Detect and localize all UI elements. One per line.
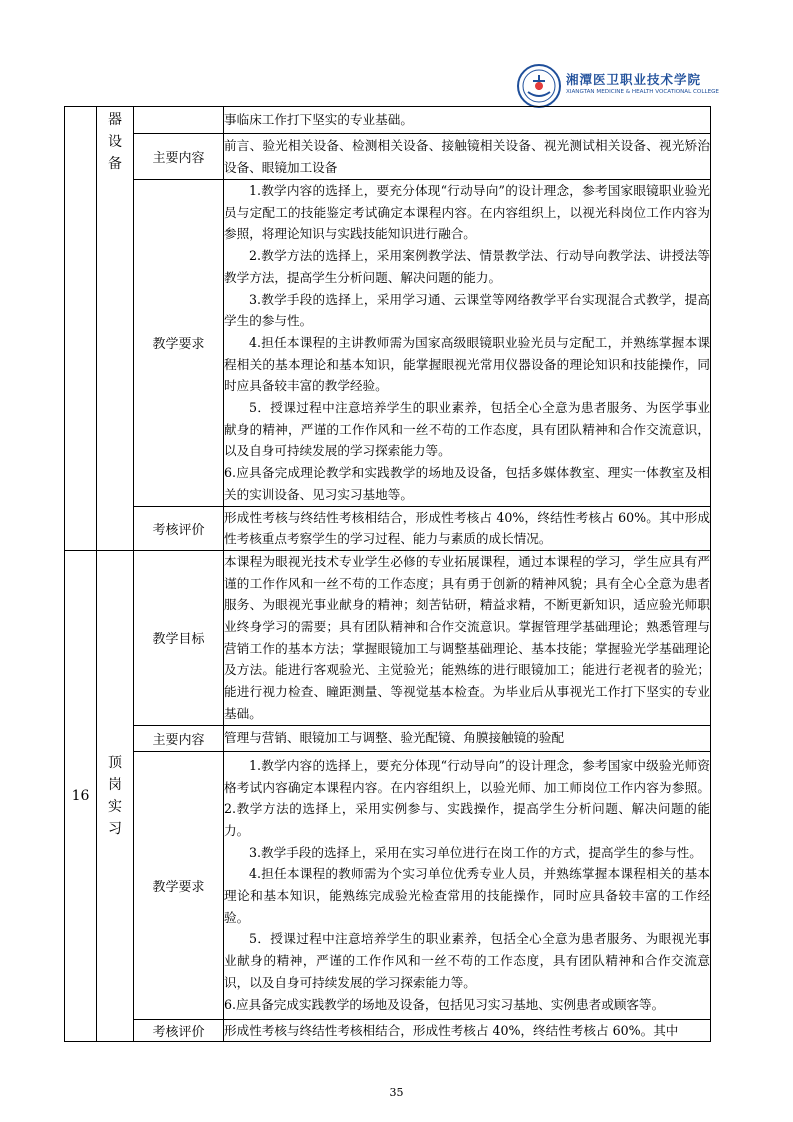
content-paragraph: 4.担任本课程的教师需为个实习单位优秀专业人员，并熟练掌握本课程相关的基本理论和基本知识，能熟练完成验光检查常用的技能操作，同时应具备较丰富的工作经验。 <box>224 866 710 925</box>
row-label: 教学要求 <box>134 751 224 1019</box>
content-paragraph: 前言、验光相关设备、检测相关设备、接触镜相关设备、视光测试相关设备、视光矫治设备、眼镜加工设备 <box>224 137 710 175</box>
row-label: 考核评价 <box>134 1019 224 1042</box>
content-paragraph: 5．授课过程中注意培养学生的职业素养，包括全心全意为患者服务、为眼视光事业献身的精神，严谨的工作作风和一丝不苟的工作态度，具有团队精神和合作交流意识，以及自身可持续发展的学习探索能力等。 <box>224 931 710 990</box>
content-paragraph: 6.应具备完成理论教学和实践教学的场地及设备，包括多媒体教室、理实一体教室及相关的实训设备、见习实习基地等。 <box>224 465 710 502</box>
content-paragraph: 3.教学手段的选择上，采用在实习单位进行在岗工作的方式，提高学生的参与性。 <box>249 844 702 860</box>
course-number: 16 <box>65 550 97 1041</box>
row-label: 教学要求 <box>134 180 224 507</box>
row-content <box>224 1019 711 1042</box>
table-row <box>65 1019 711 1042</box>
row-content <box>224 725 711 751</box>
content-paragraph: 本课程为眼视光技术专业学生必修的专业拓展课程，通过本课程的学习，学生应具有严谨的工作作风和一丝不苟的工作态度；具有勇于创新的精神风貌；具有全心全意为患者服务、为眼视光事业献身的精神；刻苦钻研，精益求精，不断更新知识，适应验光师职业终身学习的需要；具有团队精神和合作交流意识。掌握管理学基础理论；熟悉管理与营销工作的基本方法；掌握眼镜加工与调整基础理论、基本技能；掌握验光学基础理论及方法。能进行客观验光、主觉验光；能熟练的进行眼镜加工；能进行老视者的验光；能进行视力检查、瞳距测量、等视觉基本检查。为毕业后从事视光工作打下坚实的专业基础。 <box>224 553 710 721</box>
row-content <box>224 506 711 550</box>
table-row <box>65 107 711 134</box>
table-row <box>65 550 711 725</box>
row-content <box>224 751 711 1019</box>
content-paragraph: 形成性考核与终结性考核相结合，形成性考核占 40%，终结性考核占 60%。其中 <box>224 1022 679 1038</box>
content-paragraph: 5．授课过程中注意培养学生的职业素养，包括全心全意为患者服务、为医学事业献身的精神，严谨的工作作风和一丝不苟的工作态度，具有团队精神和合作交流意识，以及自身可持续发展的学习探索能力等。 <box>224 400 710 459</box>
content-paragraph: 4.担任本课程的主讲教师需为国家高级眼镜职业验光员与定配工，并熟练掌握本课程相关的基本理论和基本知识，能掌握眼视光常用仪器设备的理论知识和技能操作，同时应具备较丰富的教学经验。 <box>224 334 710 394</box>
course-name-cell <box>97 550 134 1041</box>
college-name-cn: 湘潭医卫职业技术学院 <box>566 72 702 87</box>
row-content <box>224 134 711 180</box>
content-paragraph: 1.教学内容的选择上，要充分体现“行动导向”的设计理念，参考国家眼镜职业验光员与定配工的技能鉴定考试确定本课程内容。在内容组织上，以视光科岗位工作内容为参照，将理论知识与实践技能知识进行融合。 <box>224 183 710 242</box>
course-table <box>64 106 711 1042</box>
row-content <box>224 107 711 134</box>
content-paragraph: 管理与营销、眼镜加工与调整、验光配镜、角膜接触镜的验配 <box>224 730 565 746</box>
course-name: 器设备 <box>108 112 122 172</box>
content-paragraph: 事临床工作打下坚实的专业基础。 <box>224 112 413 128</box>
content-paragraph: 2.教学方法的选择上，采用案例教学法、情景教学法、行动导向教学法、讲授法等教学方法，提高学生分析问题、解决问题的能力。 <box>224 248 710 285</box>
content-paragraph: 3.教学手段的选择上，采用学习通、云课堂等网络教学平台实现混合式教学，提高学生的参与性。 <box>224 291 710 329</box>
college-emblem-icon <box>516 63 562 109</box>
row-content <box>224 550 711 725</box>
content-paragraph: 形成性考核与终结性考核相结合，形成性考核占 40%，终结性考核占 60%。其中形成性考核重点考察学生的学习过程、能力与素质的成长情况。 <box>224 509 710 547</box>
row-content <box>224 180 711 507</box>
page-number: 35 <box>389 1086 404 1099</box>
table-row <box>65 506 711 550</box>
table-row <box>65 134 711 180</box>
course-number-cell <box>65 107 97 551</box>
table-row <box>65 751 711 1019</box>
college-name-en: XIANGTAN MEDICINE & HEALTH VOCATIONAL COLLEGE <box>566 89 719 95</box>
content-paragraph: 6.应具备完成实践教学的场地及设备，包括见习实习基地、实例患者或顾客等。 <box>224 996 665 1012</box>
table-row <box>65 180 711 507</box>
row-label: 教学目标 <box>134 550 224 725</box>
table-row <box>65 725 711 751</box>
row-label: 主要内容 <box>134 134 224 180</box>
row-label: 考核评价 <box>134 506 224 550</box>
content-paragraph: 1.教学内容的选择上，要充分体现“行动导向”的设计理念，参考国家中级验光师资格考试内容确定本课程内容。在内容组织上，以验光师、加工师岗位工作内容为参照。2.教学方法的选择上，采用实例参与、实践操作，提高学生分析问题、解决问题的能力。 <box>224 757 710 838</box>
row-label <box>134 107 224 134</box>
row-label: 主要内容 <box>134 725 224 751</box>
course-name-cell <box>97 107 134 551</box>
course-name: 顶岗实习 <box>108 755 122 838</box>
